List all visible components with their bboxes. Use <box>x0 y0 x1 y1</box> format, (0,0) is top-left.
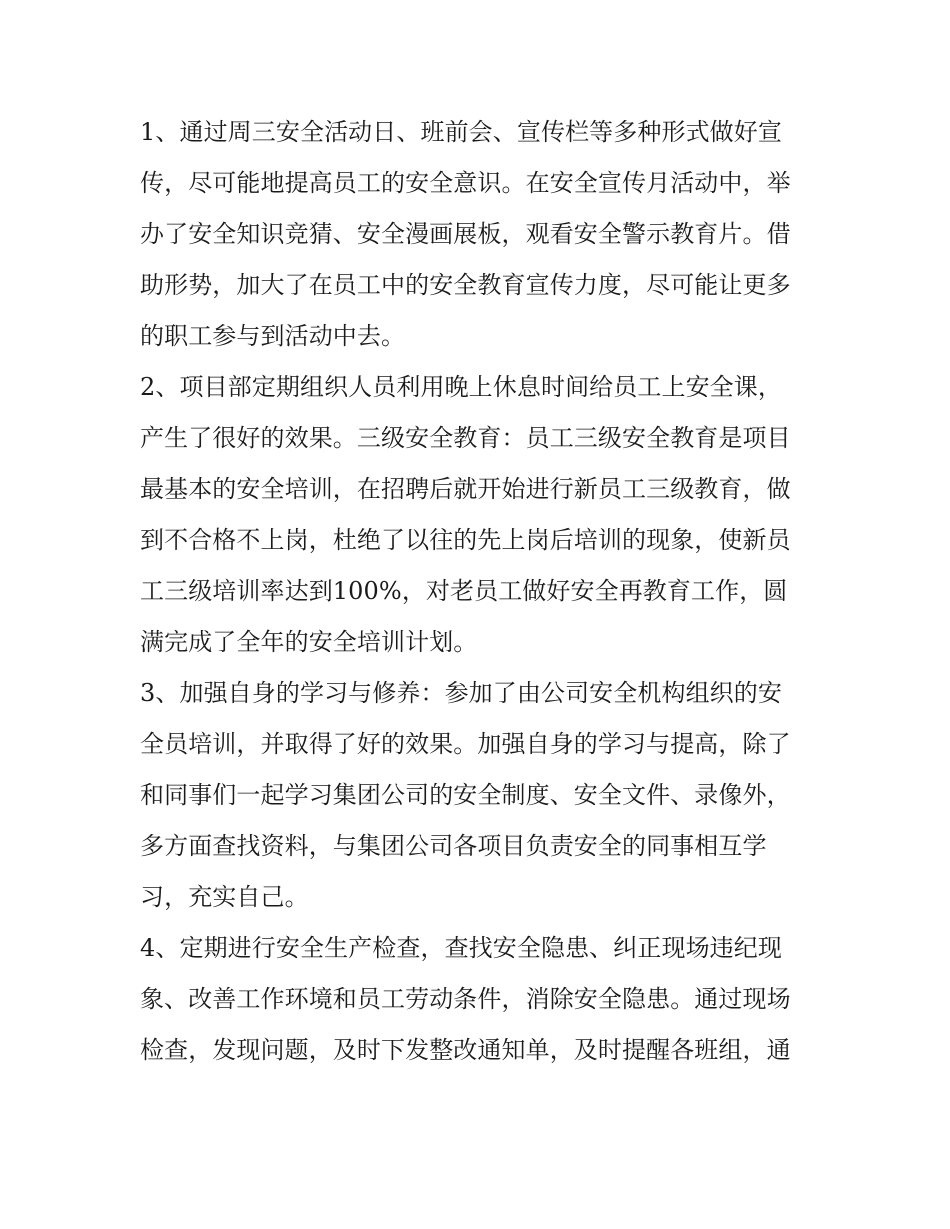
text-line: 检查，发现问题，及时下发整改通知单，及时提醒各班组，通 <box>140 1036 791 1064</box>
text-line: 产生了很好的效果。三级安全教育：员工三级安全教育是项目 <box>140 424 791 452</box>
text-line: 多方面查找资料，与集团公司各项目负责安全的同事相互学 <box>140 832 767 860</box>
text-line: 的职工参与到活动中去。 <box>140 322 406 350</box>
text-line: 4、定期进行安全生产检查，查找安全隐患、纠正现场违纪现 <box>140 934 782 962</box>
text-line: 助形势，加大了在员工中的安全教育宣传力度，尽可能让更多 <box>140 271 791 299</box>
text-line: 最基本的安全培训，在招聘后就开始进行新员工三级教育，做 <box>140 475 791 503</box>
text-line: 传，尽可能地提高员工的安全意识。在安全宣传月活动中，举 <box>140 169 791 197</box>
text-line: 象、改善工作环境和员工劳动条件，消除安全隐患。通过现场 <box>140 985 791 1013</box>
text-line: 办了安全知识竞猜、安全漫画展板，观看安全警示教育片。借 <box>140 220 791 248</box>
text-line: 工三级培训率达到100%，对老员工做好安全再教育工作，圆 <box>140 577 788 605</box>
text-line: 全员培训，并取得了好的效果。加强自身的学习与提高，除了 <box>140 730 791 758</box>
text-line: 和同事们一起学习集团公司的安全制度、安全文件、录像外， <box>140 781 791 809</box>
text-line: 1、通过周三安全活动日、班前会、宣传栏等多种形式做好宣 <box>140 118 782 146</box>
text-line: 到不合格不上岗，杜绝了以往的先上岗后培训的现象，使新员 <box>140 526 791 554</box>
text-line: 2、项目部定期组织人员利用晚上休息时间给员工上安全课， <box>140 373 782 401</box>
text-line: 3、加强自身的学习与修养：参加了由公司安全机构组织的安 <box>140 679 782 707</box>
text-line: 习，充实自己。 <box>140 883 309 911</box>
document-body <box>140 107 812 1076</box>
text-line: 满完成了全年的安全培训计划。 <box>140 628 478 656</box>
